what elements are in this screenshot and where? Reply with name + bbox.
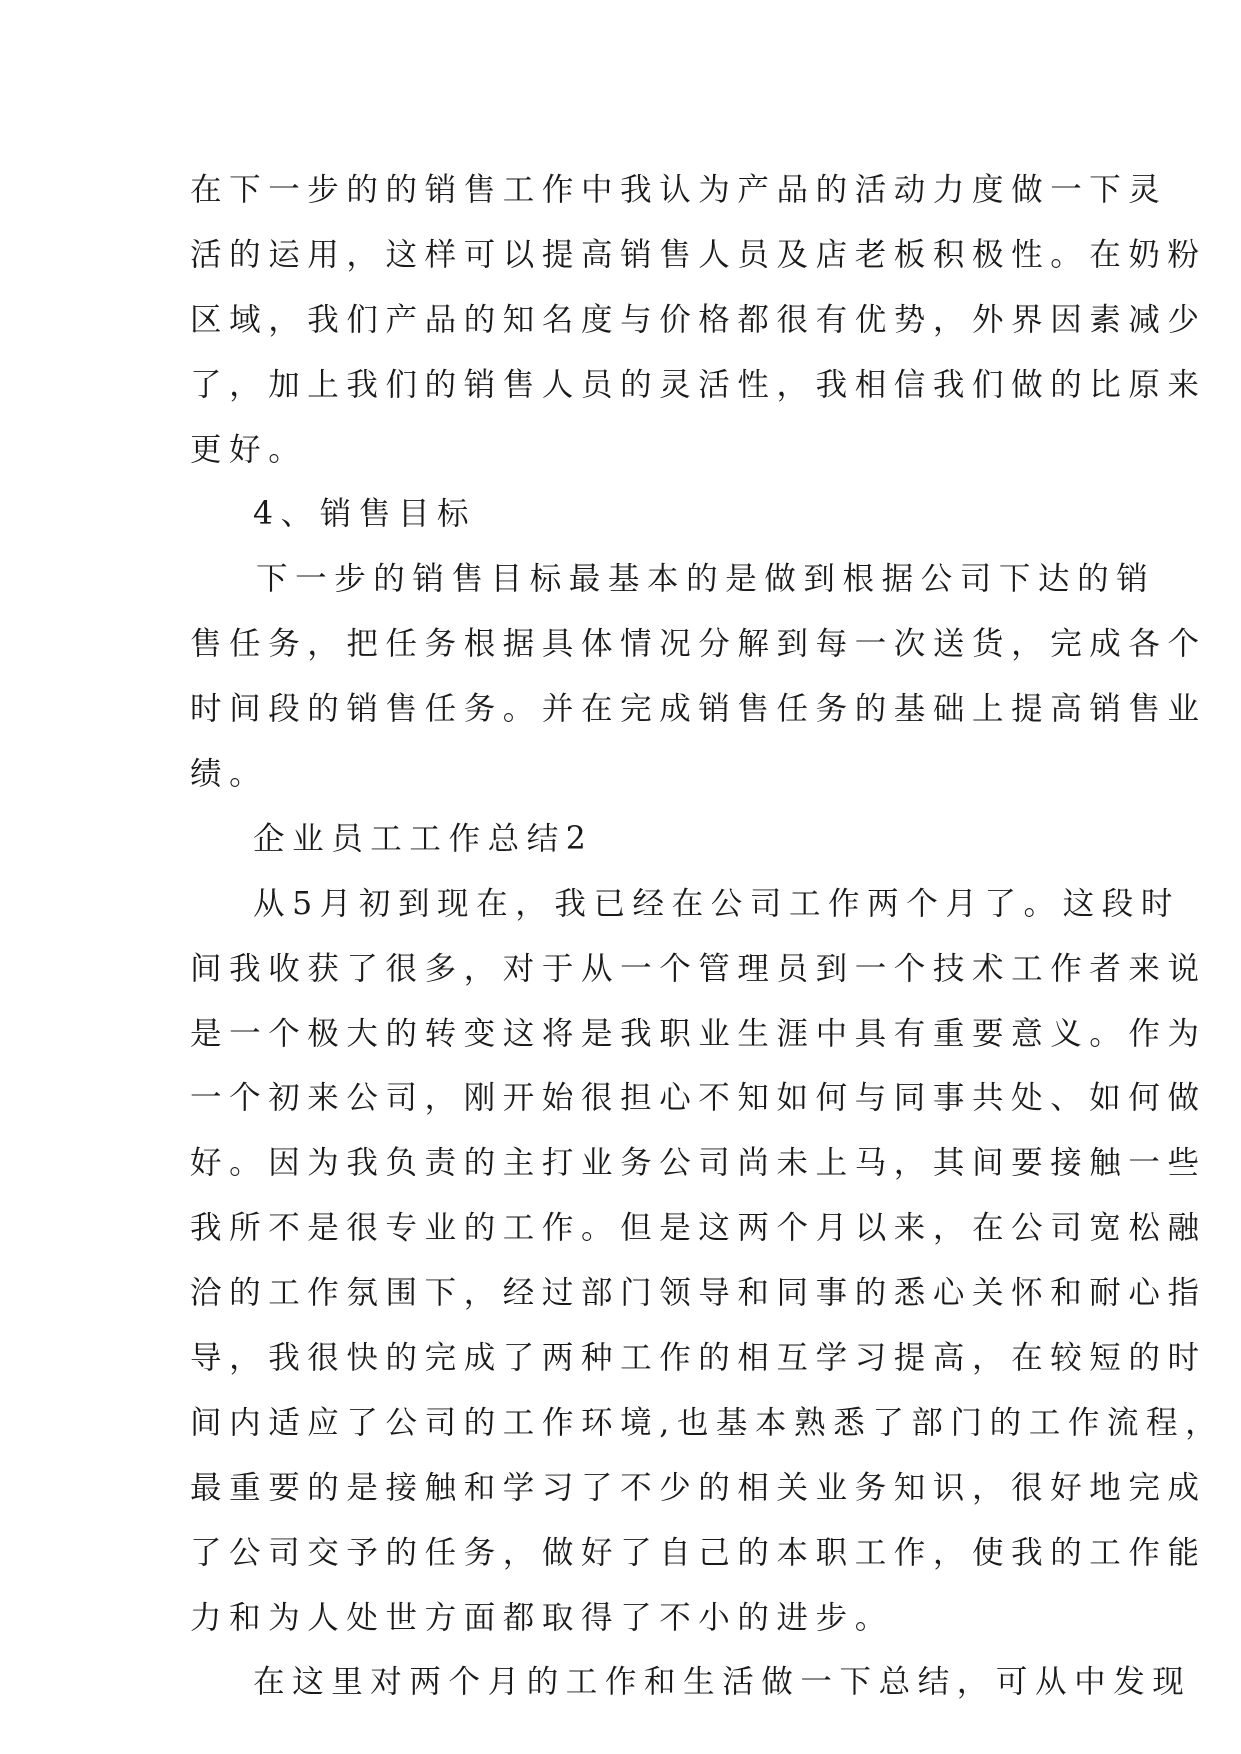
text-line: 在下一步的的销售工作中我认为产品的活动力度做一下灵 (190, 172, 1168, 208)
text-line: 洽的工作氛围下，经过部门领导和同事的悉心关怀和耐心指 (190, 1275, 1207, 1312)
section-heading: 企业员工工作总结2 (253, 820, 594, 857)
text-line: 我所不是很专业的工作。但是这两个月以来，在公司宽松融 (190, 1210, 1207, 1247)
text-line: 是一个极大的转变这将是我职业生涯中具有重要意义。作为 (190, 1015, 1207, 1052)
text-line: 导，我很快的完成了两种工作的相互学习提高，在较短的时 (190, 1340, 1207, 1377)
text-line: 活的运用，这样可以提高销售人员及店老板积极性。在奶粉 (190, 236, 1207, 273)
text-line: 了公司交予的任务，做好了自己的本职工作，使我的工作能 (190, 1534, 1207, 1571)
document-body (190, 158, 1225, 1715)
text-line: 在这里对两个月的工作和生活做一下总结，可从中发现 (253, 1664, 1192, 1701)
text-line: 更好。 (190, 431, 308, 468)
text-line: 间内适应了公司的工作环境,也基本熟悉了部门的工作流程， (190, 1404, 1225, 1441)
text-line: 了，加上我们的销售人员的灵活性，我相信我们做的比原来 (190, 366, 1207, 403)
text-line: 绩。 (190, 756, 269, 793)
section-heading: 4、销售目标 (253, 496, 477, 533)
text-line: 间我收获了很多，对于从一个管理员到一个技术工作者来说 (190, 950, 1207, 987)
text-line: 好。因为我负责的主打业务公司尚未上马，其间要接触一些 (190, 1145, 1207, 1182)
text-line: 区域，我们产品的知名度与价格都很有优势，外界因素减少 (190, 301, 1207, 338)
text-line: 最重要的是接触和学习了不少的相关业务知识，很好地完成 (190, 1469, 1207, 1506)
text-line: 下一步的销售目标最基本的是做到根据公司下达的销 (256, 561, 1156, 598)
text-line: 力和为人处世方面都取得了不小的进步。 (190, 1599, 894, 1636)
text-line: 从5月初到现在，我已经在公司工作两个月了。这段时 (253, 885, 1180, 922)
text-line: 一个初来公司，刚开始很担心不知如何与同事共处、如何做 (190, 1080, 1207, 1117)
text-line: 时间段的销售任务。并在完成销售任务的基础上提高销售业 (190, 691, 1207, 728)
text-line: 售任务，把任务根据具体情况分解到每一次送货，完成各个 (190, 626, 1207, 663)
